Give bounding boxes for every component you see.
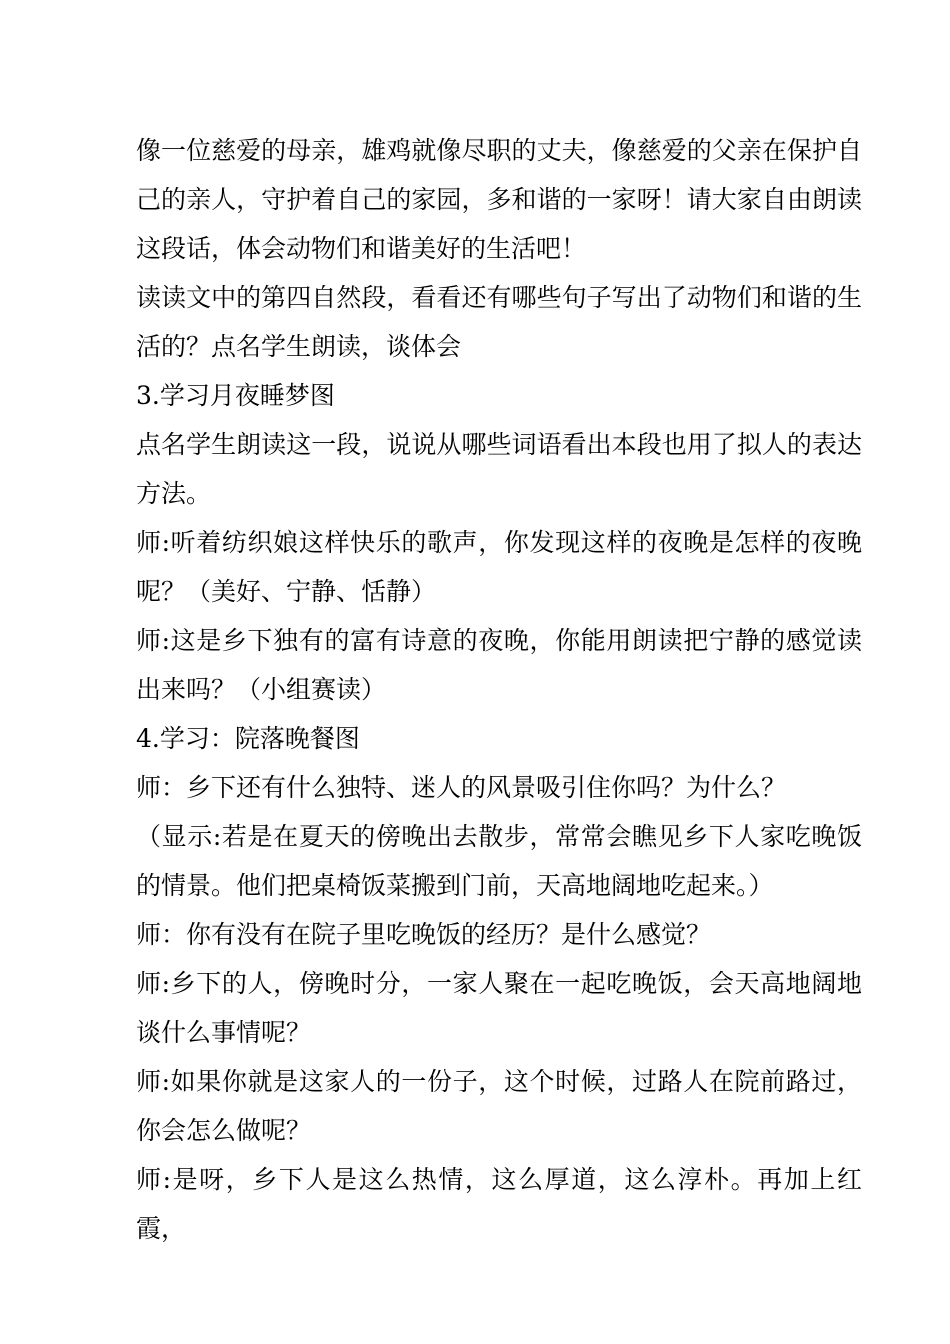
paragraph-12: 师:如果你就是这家人的一份子，这个时候，过路人在院前路过，你会怎么做呢？ [136, 1067, 862, 1145]
paragraph-4: 点名学生朗读这一段，说说从哪些词语看出本段也用了拟人的表达方法。 [136, 430, 862, 508]
document-body [136, 126, 862, 1253]
paragraph-13: 师:是呀，乡下人是这么热情，这么厚道，这么淳朴。再加上红霞， [136, 1165, 862, 1243]
paragraph-8: 师：乡下还有什么独特、迷人的风景吸引住你吗？为什么？ [136, 773, 787, 802]
paragraph-11: 师:乡下的人，傍晚时分，一家人聚在一起吃晚饭，会天高地阔地谈什么事情呢？ [136, 969, 862, 1047]
paragraph-2: 读读文中的第四自然段，看看还有哪些句子写出了动物们和谐的生活的？点名学生朗读，谈体会 [136, 283, 862, 361]
section-heading-3: 3.学习月夜睡梦图 [136, 381, 335, 410]
paragraph-9: （显示:若是在夏天的傍晚出去散步，常常会瞧见乡下人家吃晚饭的情景。他们把桌椅饭菜搬到门前，天高地阔地吃起来。） [136, 822, 862, 900]
paragraph-5: 师:听着纺织娘这样快乐的歌声，你发现这样的夜晚是怎样的夜晚呢？（美好、宁静、恬静） [136, 528, 862, 606]
paragraph-10: 师：你有没有在院子里吃晚饭的经历？是什么感觉？ [136, 920, 712, 949]
paragraph-6: 师:这是乡下独有的富有诗意的夜晚，你能用朗读把宁静的感觉读出来吗？（小组赛读） [136, 626, 862, 704]
paragraph-1: 像一位慈爱的母亲，雄鸡就像尽职的丈夫，像慈爱的父亲在保护自己的亲人，守护着自己的家园，多和谐的一家呀！请大家自由朗读这段话，体会动物们和谐美好的生活吧！ [136, 136, 862, 263]
section-heading-4: 4.学习：院落晚餐图 [136, 724, 360, 753]
